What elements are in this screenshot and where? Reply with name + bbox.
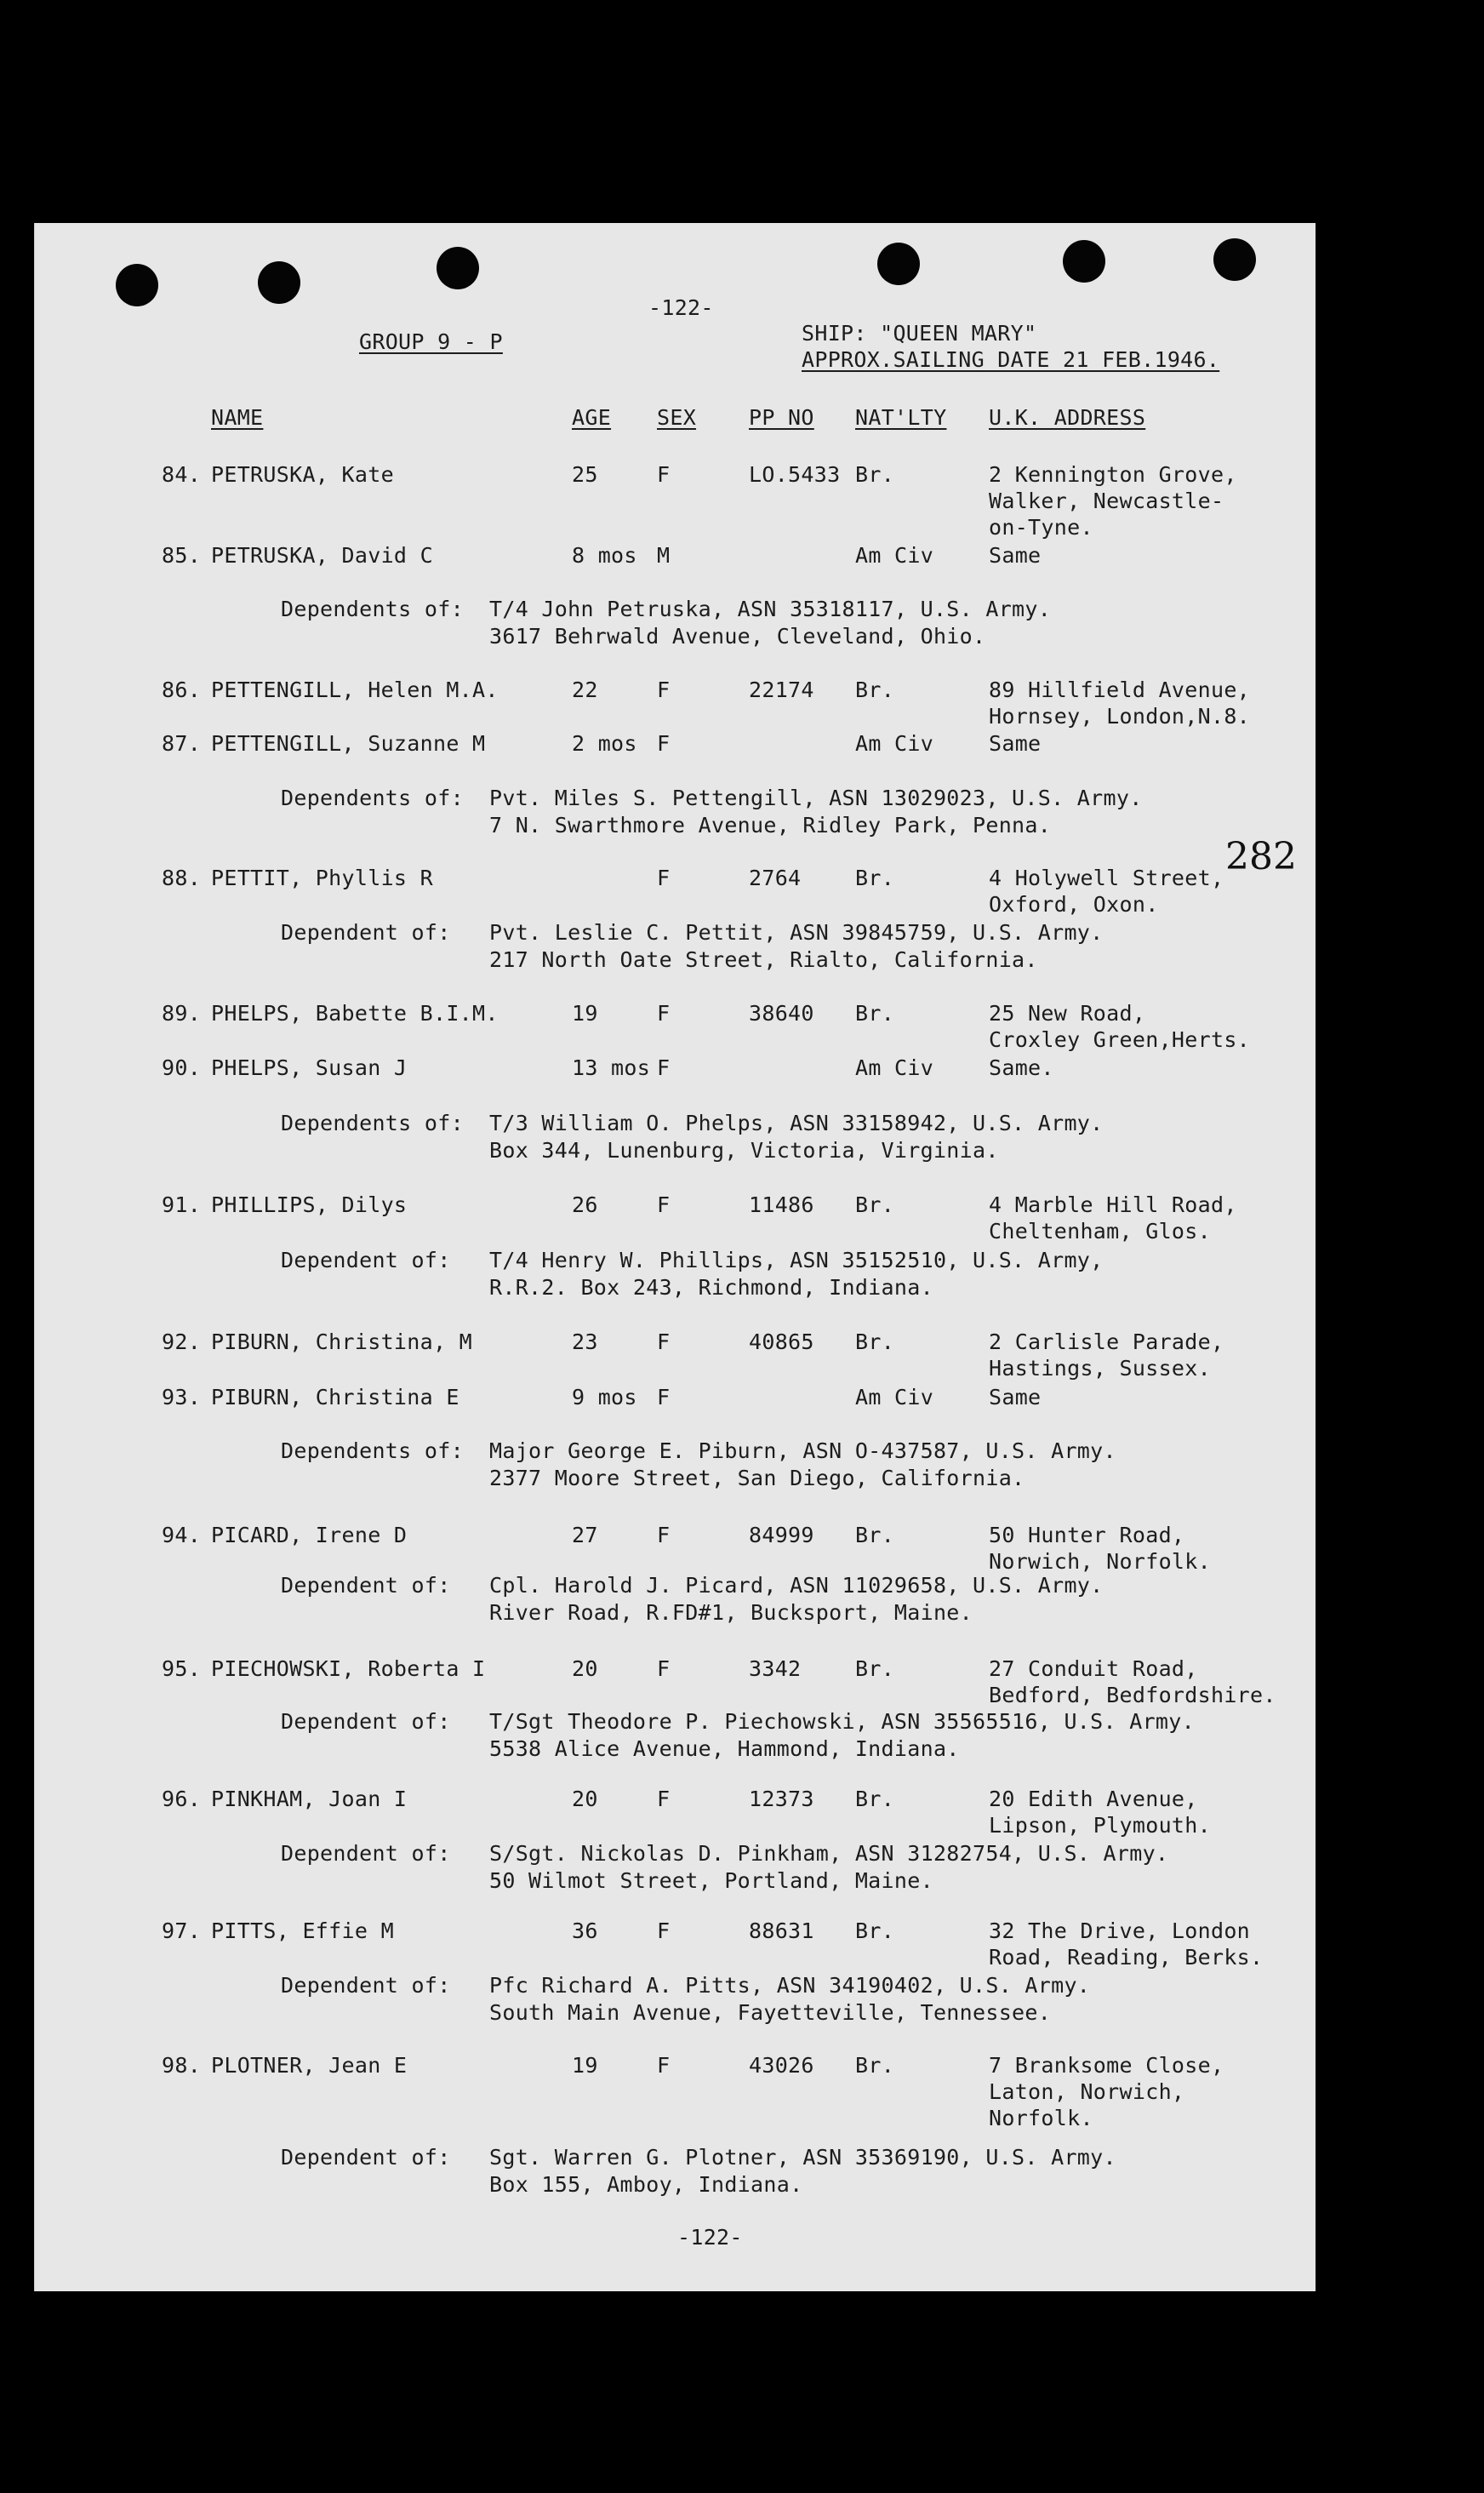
uk-address-line: 4 Holywell Street, (989, 866, 1224, 890)
uk-address-line: Same (989, 1385, 1042, 1409)
passport-number: LO.5433 (749, 462, 841, 487)
passenger-name: PETRUSKA, Kate (211, 462, 394, 487)
nationality: Br. (855, 1787, 895, 1811)
passenger-sex: F (657, 1787, 671, 1811)
passenger-sex: F (657, 678, 671, 702)
sponsor-line: River Road, R.FD#1, Bucksport, Maine. (489, 1600, 973, 1625)
nationality: Br. (855, 1523, 895, 1547)
column-header-age: AGE (572, 405, 612, 430)
punch-hole-1 (116, 264, 158, 306)
sponsor-line: Major George E. Piburn, ASN O-437587, U.S. Army. (489, 1438, 1116, 1463)
sponsor-line: S/Sgt. Nickolas D. Pinkham, ASN 31282754, U.S. Army. (489, 1841, 1169, 1866)
sponsor-line: 5538 Alice Avenue, Hammond, Indiana. (489, 1736, 960, 1761)
dependents-label: Dependent of: (281, 2145, 451, 2170)
sponsor-line: Cpl. Harold J. Picard, ASN 11029658, U.S. Army. (489, 1573, 1104, 1598)
passenger-age: 2 mos (572, 731, 637, 756)
passenger-age: 8 mos (572, 543, 637, 568)
sponsor-line: Box 344, Lunenburg, Victoria, Virginia. (489, 1138, 999, 1163)
uk-address-line: Road, Reading, Berks. (989, 1945, 1264, 1970)
passenger-age: 22 (572, 678, 598, 702)
sponsor-line: 7 N. Swarthmore Avenue, Ridley Park, Penna. (489, 813, 1052, 838)
uk-address-line: Hornsey, London,N.8. (989, 704, 1251, 729)
entry-number: 87. (162, 731, 202, 756)
sponsor-line: Box 155, Amboy, Indiana. (489, 2172, 803, 2197)
passenger-name: PICARD, Irene D (211, 1523, 408, 1547)
side-page-number: 282 (1225, 835, 1297, 878)
uk-address-line: Bedford, Bedfordshire. (989, 1683, 1276, 1707)
uk-address-line: Same (989, 731, 1042, 756)
passenger-age: 23 (572, 1329, 598, 1354)
dependents-label: Dependents of: (281, 1111, 464, 1135)
passenger-name: PITTS, Effie M (211, 1918, 394, 1943)
uk-address-line: 50 Hunter Road, (989, 1523, 1185, 1547)
passenger-name: PETTENGILL, Helen M.A. (211, 678, 499, 702)
passport-number: 12373 (749, 1787, 814, 1811)
passenger-sex: F (657, 1055, 671, 1080)
passenger-name: PETTENGILL, Suzanne M (211, 731, 486, 756)
passenger-sex: F (657, 731, 671, 756)
entry-number: 84. (162, 462, 202, 487)
passenger-sex: F (657, 462, 671, 487)
nationality: Br. (855, 1329, 895, 1354)
uk-address-line: 89 Hillfield Avenue, (989, 678, 1251, 702)
dependents-label: Dependent of: (281, 1573, 451, 1598)
passport-number: 43026 (749, 2053, 814, 2078)
column-header-name: NAME (211, 405, 264, 430)
passenger-name: PHILLIPS, Dilys (211, 1192, 408, 1217)
passenger-sex: F (657, 1656, 671, 1681)
uk-address-line: 2 Carlisle Parade, (989, 1329, 1224, 1354)
sponsor-line: 2377 Moore Street, San Diego, California. (489, 1466, 1025, 1490)
nationality: Br. (855, 1001, 895, 1026)
sailing-date: APPROX.SAILING DATE 21 FEB.1946. (802, 347, 1220, 372)
passport-number: 40865 (749, 1329, 814, 1354)
passenger-name: PHELPS, Susan J (211, 1055, 408, 1080)
uk-address-line: Norwich, Norfolk. (989, 1549, 1211, 1574)
uk-address-line: 4 Marble Hill Road, (989, 1192, 1237, 1217)
page-number-bottom: -122- (677, 2225, 743, 2250)
uk-address-line: 20 Edith Avenue, (989, 1787, 1198, 1811)
punch-hole-3 (437, 247, 479, 289)
entry-number: 86. (162, 678, 202, 702)
passenger-age: 26 (572, 1192, 598, 1217)
entry-number: 98. (162, 2053, 202, 2078)
entry-number: 92. (162, 1329, 202, 1354)
punch-hole-5 (1063, 240, 1105, 283)
group-heading: GROUP 9 - P (359, 329, 503, 354)
passport-number: 3342 (749, 1656, 802, 1681)
passenger-name: PETTIT, Phyllis R (211, 866, 433, 890)
nationality: Am Civ (855, 731, 934, 756)
uk-address-line: 27 Conduit Road, (989, 1656, 1198, 1681)
nationality: Br. (855, 462, 895, 487)
passport-number: 84999 (749, 1523, 814, 1547)
nationality: Br. (855, 866, 895, 890)
uk-address-line: 2 Kennington Grove, (989, 462, 1237, 487)
sponsor-line: Sgt. Warren G. Plotner, ASN 35369190, U.S. Army. (489, 2145, 1116, 2170)
entry-number: 96. (162, 1787, 202, 1811)
passenger-name: PIBURN, Christina E (211, 1385, 459, 1409)
nationality: Br. (855, 1918, 895, 1943)
nationality: Am Civ (855, 1055, 934, 1080)
passenger-sex: F (657, 866, 671, 890)
sponsor-line: 217 North Oate Street, Rialto, California. (489, 947, 1038, 972)
dependents-label: Dependent of: (281, 1248, 451, 1272)
entry-number: 91. (162, 1192, 202, 1217)
uk-address-line: Hastings, Sussex. (989, 1356, 1211, 1381)
uk-address-line: Croxley Green,Herts. (989, 1027, 1251, 1052)
dependents-label: Dependents of: (281, 1438, 464, 1463)
sponsor-line: 50 Wilmot Street, Portland, Maine. (489, 1868, 933, 1893)
passenger-sex: M (657, 543, 671, 568)
passport-number: 88631 (749, 1918, 814, 1943)
nationality: Br. (855, 2053, 895, 2078)
passenger-age: 20 (572, 1656, 598, 1681)
entry-number: 89. (162, 1001, 202, 1026)
sponsor-line: T/4 John Petruska, ASN 35318117, U.S. Army. (489, 597, 1052, 621)
passenger-name: PIBURN, Christina, M (211, 1329, 473, 1354)
uk-address-line: on-Tyne. (989, 515, 1093, 540)
uk-address-line: Laton, Norwich, (989, 2079, 1185, 2104)
passenger-sex: F (657, 1385, 671, 1409)
entry-number: 85. (162, 543, 202, 568)
uk-address-line: 7 Branksome Close, (989, 2053, 1224, 2078)
passenger-age: 19 (572, 2053, 598, 2078)
sponsor-line: R.R.2. Box 243, Richmond, Indiana. (489, 1275, 933, 1300)
passenger-name: PHELPS, Babette B.I.M. (211, 1001, 499, 1026)
passenger-name: PINKHAM, Joan I (211, 1787, 408, 1811)
column-header-pp: PP NO (749, 405, 814, 430)
nationality: Br. (855, 678, 895, 702)
uk-address-line: Cheltenham, Glos. (989, 1219, 1211, 1244)
sponsor-line: 3617 Behrwald Avenue, Cleveland, Ohio. (489, 624, 986, 649)
passport-number: 22174 (749, 678, 814, 702)
page-number-top: -122- (648, 295, 714, 320)
uk-address-line: 32 The Drive, London (989, 1918, 1251, 1943)
entry-number: 97. (162, 1918, 202, 1943)
passenger-sex: F (657, 1001, 671, 1026)
sponsor-line: T/Sgt Theodore P. Piechowski, ASN 35565516, U.S. Army. (489, 1709, 1195, 1734)
passenger-age: 36 (572, 1918, 598, 1943)
entry-number: 95. (162, 1656, 202, 1681)
punch-hole-6 (1213, 238, 1256, 281)
entry-number: 90. (162, 1055, 202, 1080)
dependents-label: Dependent of: (281, 1841, 451, 1866)
passenger-age: 20 (572, 1787, 598, 1811)
passenger-age: 13 mos (572, 1055, 651, 1080)
uk-address-line: Lipson, Plymouth. (989, 1813, 1211, 1838)
sponsor-line: Pfc Richard A. Pitts, ASN 34190402, U.S. Army. (489, 1973, 1091, 1998)
nationality: Br. (855, 1192, 895, 1217)
punch-hole-2 (258, 261, 300, 304)
sponsor-line: T/4 Henry W. Phillips, ASN 35152510, U.S. Army, (489, 1248, 1104, 1272)
passenger-sex: F (657, 1192, 671, 1217)
uk-address-line: 25 New Road, (989, 1001, 1146, 1026)
entry-number: 88. (162, 866, 202, 890)
entry-number: 94. (162, 1523, 202, 1547)
ship-name: SHIP: "QUEEN MARY" (802, 321, 1037, 346)
nationality: Am Civ (855, 1385, 934, 1409)
dependents-label: Dependent of: (281, 1709, 451, 1734)
nationality: Am Civ (855, 543, 934, 568)
passport-number: 38640 (749, 1001, 814, 1026)
entry-number: 93. (162, 1385, 202, 1409)
uk-address-line: Same (989, 543, 1042, 568)
passenger-name: PIECHOWSKI, Roberta I (211, 1656, 486, 1681)
passenger-sex: F (657, 1329, 671, 1354)
column-header-nationality: NAT'LTY (855, 405, 947, 430)
dependents-label: Dependents of: (281, 597, 464, 621)
sponsor-line: T/3 William O. Phelps, ASN 33158942, U.S. Army. (489, 1111, 1104, 1135)
passenger-age: 25 (572, 462, 598, 487)
passenger-sex: F (657, 2053, 671, 2078)
column-header-sex: SEX (657, 405, 697, 430)
dependents-label: Dependent of: (281, 920, 451, 945)
passenger-age: 27 (572, 1523, 598, 1547)
passenger-age: 19 (572, 1001, 598, 1026)
uk-address-line: Same. (989, 1055, 1054, 1080)
passenger-name: PLOTNER, Jean E (211, 2053, 408, 2078)
passenger-name: PETRUSKA, David C (211, 543, 433, 568)
passport-number: 11486 (749, 1192, 814, 1217)
passenger-sex: F (657, 1918, 671, 1943)
sponsor-line: South Main Avenue, Fayetteville, Tennessee. (489, 2000, 1052, 2025)
uk-address-line: Oxford, Oxon. (989, 892, 1159, 917)
uk-address-line: Walker, Newcastle- (989, 489, 1224, 513)
punch-hole-4 (877, 243, 920, 285)
sponsor-line: Pvt. Leslie C. Pettit, ASN 39845759, U.S. Army. (489, 920, 1104, 945)
passenger-age: 9 mos (572, 1385, 637, 1409)
column-header-uk-address: U.K. ADDRESS (989, 405, 1146, 430)
sponsor-line: Pvt. Miles S. Pettengill, ASN 13029023, U.S. Army. (489, 786, 1143, 810)
dependents-label: Dependent of: (281, 1973, 451, 1998)
passport-number: 2764 (749, 866, 802, 890)
uk-address-line: Norfolk. (989, 2106, 1093, 2130)
nationality: Br. (855, 1656, 895, 1681)
passenger-sex: F (657, 1523, 671, 1547)
dependents-label: Dependents of: (281, 786, 464, 810)
